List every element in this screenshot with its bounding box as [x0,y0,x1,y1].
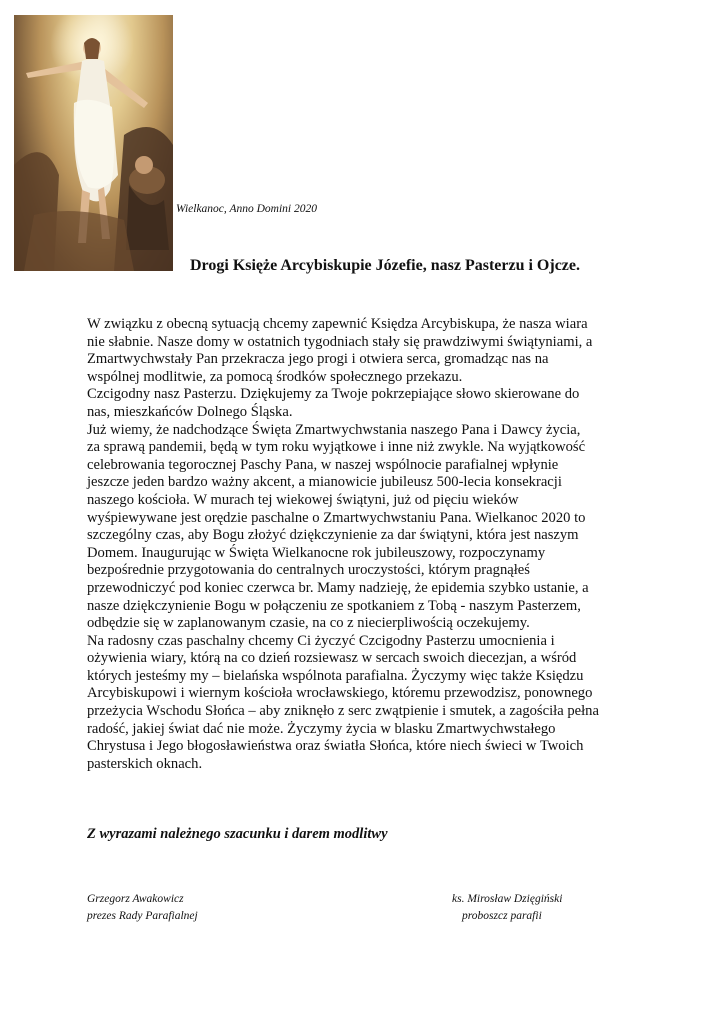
body-line: pasterskich oknach. [87,755,203,772]
letter-body [87,316,647,773]
body-line: wspólnej modlitwie, za pomocą środków społecznego przekazu. [87,368,463,385]
signature-block-right [452,891,562,925]
body-line: Domem. Inaugurując w Święta Wielkanocne rok jubileuszowy, rozpoczynamy [87,544,546,561]
body-line: szczególny czas, aby Bogu złożyć dziękczynienie za dar świątyni, która jest naszym [87,527,579,544]
body-line: jeszcze jeden bardzo ważny akcent, a mianowicie jubileusz 500-lecia konsekracji [87,474,562,491]
body-line: bezpośrednie przygotowania do centralnych uroczystości, którym pragnąłeś [87,562,530,579]
body-line: Już wiemy, że nadchodzące Święta Zmartwychwstania naszego Pana i Dawcy życia, [87,421,581,438]
signatory-name: ks. Mirosław Dzięgiński [452,893,563,905]
body-line: Czcigodny nasz Pasterzu. Dziękujemy za Twoje pokrzepiające słowo skierowane do [87,386,580,403]
body-line: naszego kościoła. W murach tej wiekowej świątyni, już od pięciu wieków [87,491,519,508]
signatory-role: prezes Rady Parafialnej [87,910,198,922]
body-line: nasze dziękczynienie Bogu w połączeniu ze spotkaniem z Tobą - naszym Pasterzem, [87,597,581,614]
dateline: Wielkanoc, Anno Domini 2020 [176,203,317,215]
resurrection-painting [14,15,173,271]
body-line: Na radosny czas paschalny chcemy Ci życzyć Czcigodny Pasterzu umocnienia i [87,632,555,649]
salutation-heading: Drogi Księże Arcybiskupie Józefie, nasz Pasterzu i Ojcze. [190,257,580,274]
signatory-name: Grzegorz Awakowicz [87,893,184,905]
body-line: nas, mieszkańców Dolnego Śląska. [87,403,293,420]
body-line: ożywienia wiary, którą na co dzień rozsiewasz w sercach swoich diecezjan, a wśród [87,650,577,667]
body-line: W związku z obecną sytuacją chcemy zapewnić Księdza Arcybiskupa, że nasza wiara [87,316,588,332]
body-line: przewodniczyć pod koniec czerwca br. Mamy nadzieję, że epidemia szybko ustanie, a [87,579,589,596]
body-line: wyśpiewywane jest orędzie paschalne o Zmartwychwstaniu Pana. Wielkanoc 2020 to [87,509,586,526]
body-line: za sprawą pandemii, będą w tym roku wyjątkowe i inne niż zwykle. Na wyjątkowość [87,439,586,456]
body-line: odbędzie się w zaplanowanym czasie, na co z niecierpliwością oczekujemy. [87,615,530,632]
body-line: celebrowania tegorocznej Paschy Pana, w naszej wspólnocie parafialnej wpłynie [87,456,559,473]
body-line: Arcybiskupowi i wiernym kościoła wrocławskiego, któremu przewodzisz, ponownego [87,685,593,702]
body-line: przeżycia Wschodu Słońca – aby zniknęło z serc zwątpienie i smutek, a zagościła pełna [87,703,599,720]
body-line: nie słabnie. Nasze domy w ostatnich tygodniach stały się prawdziwymi świątyniami, a [87,333,593,350]
body-line: których jesteśmy my – bielańska wspólnota parafialna. Życzymy więc także Księdzu [87,667,584,684]
signature-block-left [87,891,198,925]
body-line: Chrystusa i Jego błogosławieństwa oraz światła Słońca, które niech świeci w Twoich [87,738,584,755]
body-line: Zmartwychwstały Pan przekracza jego progi i otwiera serca, gromadząc nas na [87,351,549,368]
closing-phrase: Z wyrazami należnego szacunku i darem modlitwy [87,826,388,842]
signatory-role: proboszcz parafii [462,910,542,922]
body-line: radość, jakiej świat dać nie może. Życzymy życia w blasku Zmartwychwstałego [87,720,556,737]
